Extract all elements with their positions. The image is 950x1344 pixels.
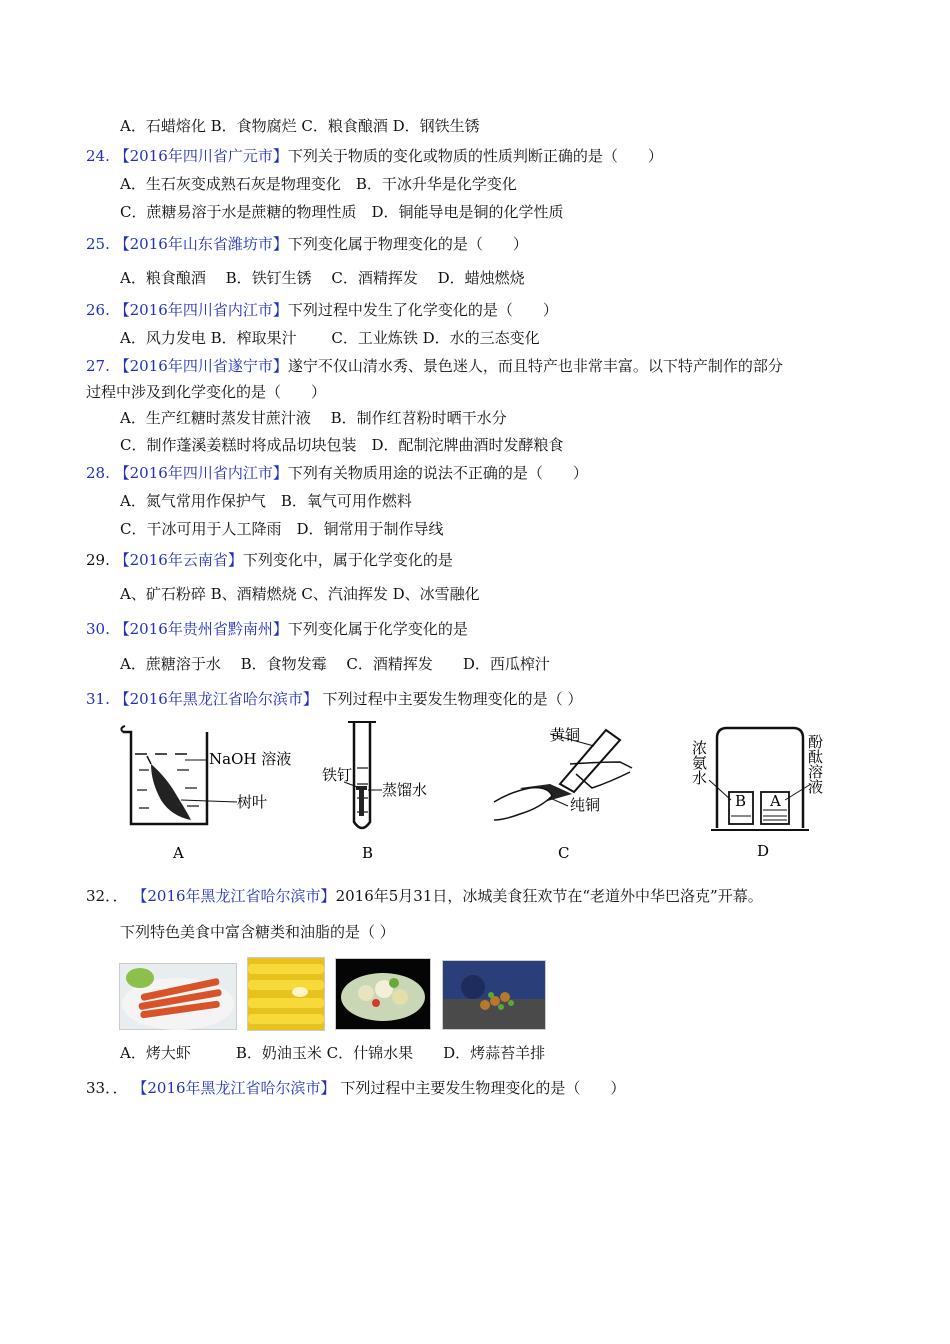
question-stem: 遂宁不仅山清水秀、景色迷人，而且特产也非常丰富。以下特产制作的部分 [287, 357, 783, 375]
question-number: 30. [86, 620, 110, 638]
q28-options-1: A．氮气常用作保护气 B．氧气可用作燃料 [120, 492, 412, 510]
q24-options-2: C．蔗糖易溶于水是蔗糖的物理性质 D．铜能导电是铜的化学性质 [120, 203, 564, 221]
q32-stem-2: 下列特色美食中富含糖类和油脂的是（ ） [120, 923, 395, 941]
q29-line [86, 550, 453, 570]
question-source: 【2016年四川省内江市】 [114, 301, 288, 319]
figure-d-bell-jar [690, 720, 830, 865]
label-phenolphthalein: 酚酞溶液 [806, 734, 824, 794]
q32-line [86, 886, 763, 906]
q26-options: A．风力发电 B．榨取果汁 C．工业炼铁 D．水的三态变化 [120, 329, 540, 347]
question-number: 25. [86, 235, 110, 253]
figure-c-brass-copper [490, 722, 640, 865]
q27-line [86, 356, 783, 376]
question-stem: 下列变化中，属于化学变化的是 [242, 551, 453, 569]
question-source: 【2016年黑龙江省哈尔滨市】 [114, 690, 318, 708]
q24-line [86, 146, 663, 166]
q27-options-1: A．生产红糖时蒸发甘蔗汁液 B．制作红苕粉时晒干水分 [120, 409, 507, 427]
q30-line [86, 619, 468, 639]
question-number: 31. [86, 690, 110, 708]
label-beaker-a: A [770, 792, 781, 810]
question-number: 29. [86, 551, 110, 569]
q27-options-2: C．制作蓬溪姜糕时将成品切块包装 D．配制沱牌曲酒时发酵粮食 [120, 436, 564, 454]
label-beaker-b: B [735, 792, 747, 810]
question-source: 【2016年山东省潍坊市】 [114, 235, 288, 253]
q31-line [86, 689, 582, 709]
label-distilled-water: 蒸馏水 [382, 781, 428, 799]
label-leaf: 树叶 [237, 793, 268, 811]
q33-line [86, 1078, 625, 1098]
question-source: 【2016年四川省内江市】 [114, 464, 288, 482]
q25-options: A．粮食酿酒 B．铁钉生锈 C．酒精挥发 D．蜡烛燃烧 [120, 269, 525, 287]
question-source: 【2016年贵州省黔南州】 [114, 620, 288, 638]
q28-line [86, 463, 588, 483]
figure-caption-a: A [173, 844, 184, 862]
figure-caption-d: D [757, 842, 770, 860]
question-source: 【2016年云南省】 [114, 551, 243, 569]
figure-caption-b: B [362, 844, 374, 862]
question-number: 32．． [86, 887, 128, 905]
q28-options-2: C．干冰可用于人工降雨 D．铜常用于制作导线 [120, 520, 444, 538]
corn-photo [247, 957, 325, 1031]
question-source: 【2016年黑龙江省哈尔滨市】 [132, 1079, 336, 1097]
question-stem: 下列关于物质的变化或物质的性质判断正确的是（ ） [287, 147, 663, 165]
q23-options: A．石蜡熔化 B．食物腐烂 C．粮食酿酒 D．钢铁生锈 [120, 117, 480, 135]
question-stem: 下列过程中主要发生物理变化的是（ ） [317, 690, 583, 708]
question-stem: 下列有关物质用途的说法不正确的是（ ） [287, 464, 588, 482]
figure-caption-c: C [558, 844, 570, 862]
question-stem: 下列过程中主要发生物理变化的是（ ） [335, 1079, 626, 1097]
q24-options-1: A．生石灰变成熟石灰是物理变化 B．干冰升华是化学变化 [120, 175, 517, 193]
figure-b-test-tube [318, 718, 433, 865]
label-conc-ammonia: 浓氨水 [690, 740, 708, 785]
q30-options: A．蔗糖溶于水 B．食物发霉 C．酒精挥发 D．西瓜榨汁 [120, 655, 550, 673]
label-pure-copper: 纯铜 [570, 796, 601, 814]
lamb-skewer-photo [442, 960, 546, 1030]
question-number: 27. [86, 357, 110, 375]
q26-line [86, 300, 558, 320]
question-stem: 下列变化属于物理变化的是（ ） [287, 235, 528, 253]
question-source: 【2016年黑龙江省哈尔滨市】 [132, 887, 336, 905]
label-naoh: NaOH 溶液 [209, 750, 292, 768]
question-source: 【2016年四川省遂宁市】 [114, 357, 288, 375]
question-stem: 下列变化属于化学变化的是 [287, 620, 468, 638]
question-source: 【2016年四川省广元市】 [114, 147, 288, 165]
question-number: 28. [86, 464, 110, 482]
q27-stem-2: 过程中涉及到化学变化的是（ ） [86, 383, 327, 401]
fruit-salad-photo [335, 958, 431, 1030]
question-stem: 2016年5月31日，冰城美食狂欢节在“老道外中华巴洛克”开幕。 [335, 887, 763, 905]
question-stem: 下列过程中发生了化学变化的是（ ） [287, 301, 558, 319]
q29-options: A、矿石粉碎 B、酒精燃烧 C、汽油挥发 D、冰雪融化 [120, 585, 480, 603]
q32-options: A．烤大虾 B．奶油玉米 C．什锦水果 D．烤蒜苔羊排 [120, 1044, 546, 1062]
question-number: 24. [86, 147, 110, 165]
question-number: 33．． [86, 1079, 128, 1097]
label-nail: 铁钉 [322, 766, 353, 784]
q25-line [86, 234, 528, 254]
question-number: 26. [86, 301, 110, 319]
shrimp-photo [119, 963, 237, 1030]
figure-a-beaker-naoh [115, 720, 290, 865]
label-brass: 黄铜 [550, 726, 581, 744]
